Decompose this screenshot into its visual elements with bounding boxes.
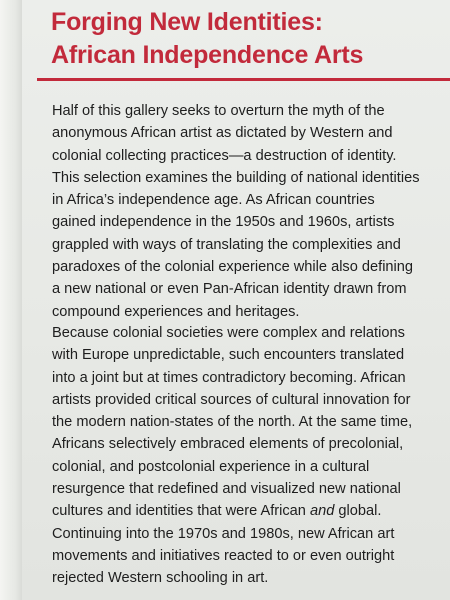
paragraph-2-line: artists provided critical sources of cultural innovation for <box>52 391 411 408</box>
title-block <box>51 6 431 72</box>
paragraph-1-line: Half of this gallery seeks to overturn the myth of the <box>52 103 385 119</box>
title-line-1: Forging New Identities: <box>51 8 323 36</box>
paragraph-2-line: with Europe unpredictable, such encounters translated <box>52 347 405 364</box>
paragraph-2-line-with-italic <box>52 500 440 522</box>
paragraph-2 <box>52 322 440 590</box>
paragraph-2-line: into a joint but at times contradictory becoming. African <box>52 369 406 386</box>
paragraph-2-line: resurgence that redefined and visualized new national <box>52 481 401 498</box>
paragraph-1-line: anonymous African artist as dictated by Western and <box>52 125 393 142</box>
paragraph-1-line: a new national or even Pan-African identity drawn from <box>52 281 407 298</box>
title-line-2: African Independence Arts <box>51 41 364 69</box>
paragraph-2-line: rejected Western schooling in art. <box>52 570 269 587</box>
paragraph-1-line: in Africa’s independence age. As African countries <box>52 192 375 209</box>
paragraph-1-line: This selection examines the building of national identities <box>52 169 420 186</box>
paragraph-2-line: Because colonial societies were complex and relations <box>52 325 405 341</box>
italic-line-before: cultures and identities that were African <box>52 503 310 520</box>
paragraph-1-line: paradoxes of the colonial experience while also defining <box>52 259 414 276</box>
italic-word: and <box>309 503 335 520</box>
paragraph-2-line: Africans selectively embraced elements of precolonial, <box>52 436 404 453</box>
title-divider <box>37 78 450 81</box>
paragraph-2-line: colonial, and postcolonial experience in a cultural <box>52 458 370 475</box>
paragraph-1-line: compound experiences and heritages. <box>52 303 300 320</box>
paragraph-1-line: gained independence in the 1950s and 1960s, artists <box>52 214 395 231</box>
paragraph-1 <box>52 100 440 323</box>
paragraph-2-line: movements and initiatives reacted to or even outright <box>52 547 395 564</box>
paragraph-2-line: Continuing into the 1970s and 1980s, new African art <box>52 525 395 542</box>
panel-left-edge <box>0 0 22 600</box>
paragraph-1-line: grappled with ways of translating the complexities and <box>52 236 401 253</box>
paragraph-2-line: the modern nation-states of the north. At the same time, <box>52 414 413 431</box>
paragraph-1-line: colonial collecting practices—a destruction of identity. <box>52 147 397 164</box>
italic-line-after: global. <box>334 503 382 520</box>
